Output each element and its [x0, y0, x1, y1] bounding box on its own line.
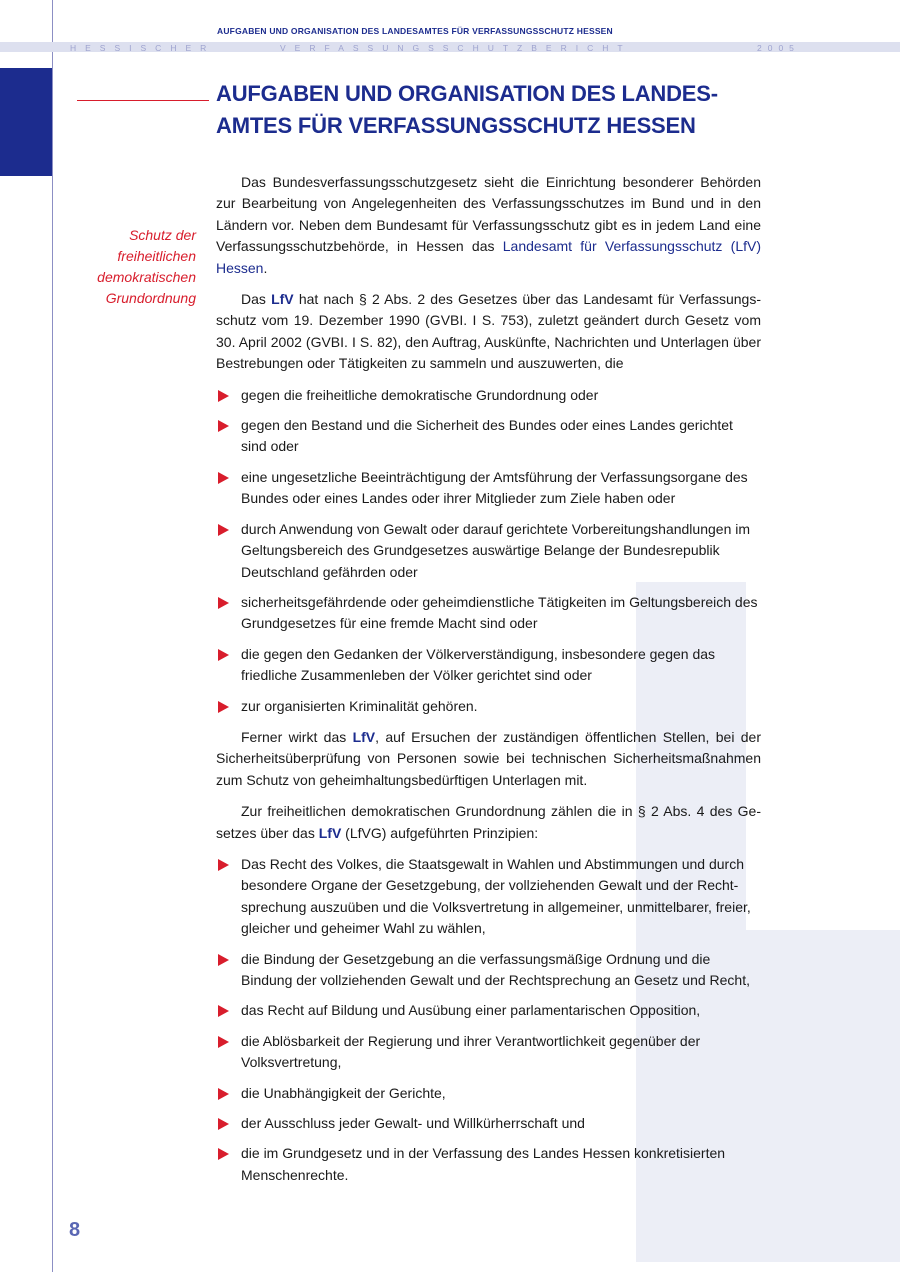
page-number: 8 — [69, 1219, 81, 1241]
arrow-bullet-icon — [218, 524, 229, 536]
list-item: das Recht auf Bildung und Ausübung einer parlamentarischen Opposition, — [216, 1000, 761, 1021]
principles-list — [216, 854, 761, 1186]
arrow-bullet-icon — [218, 1088, 229, 1100]
paragraph-3: Ferner wirkt das LfV, auf Ersuchen der zuständigen öffentlichen Stellen, bei der Sicherheitsüberprüfung von Personen sowie bei technischen Sicherheitsmaßnahmen zum Schutz von geheimhaltungsbedürftigen Unterlagen mit. — [216, 728, 761, 788]
paragraph-2: Das LfV hat nach § 2 Abs. 2 des Gesetzes über das Landesamt für Verfassungs-schutz vom 19. Dezember 1990 (GVBI. I S. 753), zuletzt geändert durch Gesetz vom 30. April 2002 (GVBI. I S. 82), den Auftrag, Auskünfte, Nachrichten und Unterlagen über Bestrebungen oder Tätigkeiten zu sammeln und auszuwerten, die — [216, 291, 761, 372]
list-item: die Bindung der Gesetzgebung an die verfassungsmäßige Ordnung und die Bindung der vollziehenden Gewalt und der Rechtsprechung an Gesetz und Recht, — [216, 949, 761, 992]
arrow-bullet-icon — [218, 1005, 229, 1017]
arrow-bullet-icon — [218, 420, 229, 432]
running-head: AUFGABEN UND ORGANISATION DES LANDESAMTES FÜR VERFASSUNGSSCHUTZ HESSEN — [217, 26, 613, 36]
arrow-bullet-icon — [218, 390, 229, 402]
arrow-bullet-icon — [218, 597, 229, 609]
arrow-bullet-icon — [218, 1036, 229, 1048]
arrow-bullet-icon — [218, 1148, 229, 1160]
list-item: Das Recht des Volkes, die Staatsgewalt in Wahlen und Abstimmungen und durch besondere Organe der Gesetzgebung, der vollziehenden Gewalt und der Recht-sprechung auszuüben und die Volksvertretung in allgemeiner, unmittelbarer, freier, gleicher und geheimer Wahl zu wählen, — [216, 854, 761, 940]
body-text — [216, 172, 761, 1196]
list-item: der Ausschluss jeder Gewalt- und Willkürherrschaft und — [216, 1113, 761, 1134]
list-item: die gegen den Gedanken der Völkerverständigung, insbesondere gegen das friedliche Zusammenleben der Völker gerichtet sind oder — [216, 644, 761, 687]
page-title — [216, 78, 776, 142]
title-rule — [77, 100, 209, 101]
list-item: gegen die freiheitliche demokratische Grundordnung oder — [216, 385, 761, 406]
list-item: sicherheitsgefährdende oder geheimdienstliche Tätigkeiten im Geltungsbereich des Grundgesetzes für eine fremde Macht sind oder — [216, 592, 761, 635]
arrow-bullet-icon — [218, 954, 229, 966]
lfv-highlight: Landesamt für Verfassungsschutz (LfV) Hessen — [216, 238, 762, 276]
title-line-2: AMTES FÜR VERFASSUNGSSCHUTZ HESSEN — [216, 113, 696, 138]
runner-word-2: VERFASSUNGSSCHUTZBERICHT — [280, 43, 632, 53]
list-item: eine ungesetzliche Beeinträchtigung der Amtsführung der Verfassungsorgane des Bundes oder eines Landes oder ihrer Mitglieder zum Ziele haben oder — [216, 467, 761, 510]
arrow-bullet-icon — [218, 472, 229, 484]
list-item: die im Grundgesetz und in der Verfassung des Landes Hessen konkretisierten Menschenrechte. — [216, 1143, 761, 1186]
arrow-bullet-icon — [218, 649, 229, 661]
list-item: die Ablösbarkeit der Regierung und ihrer Verantwortlichkeit gegenüber der Volksvertretung, — [216, 1031, 761, 1074]
left-margin-rule — [52, 0, 53, 1272]
list-item: gegen den Bestand und die Sicherheit des Bundes oder eines Landes gerichtet sind oder — [216, 415, 761, 458]
paragraph-1: Das Bundesverfassungsschutzgesetz sieht die Einrichtung besonderer Behörden zur Bearbeitung von Angelegenheiten des Verfassungsschutzes im Bund und in den Ländern vor. Neben dem Bundesamt für Verfassungsschutz gibt es in jedem Land eine Verfassungsschutzbehörde, in Hessen das Landesamt für Verfassungsschutz (LfV) Hessen. — [216, 174, 762, 276]
runner-word-1: HESSISCHER — [70, 43, 216, 53]
tasks-list — [216, 385, 761, 717]
list-item: durch Anwendung von Gewalt oder darauf gerichtete Vorbereitungshandlungen im Geltungsbereich des Grundgesetzes auswärtige Belange der Bundesrepublik Deutschland gefährden oder — [216, 519, 761, 583]
margin-note: Schutz der freiheitlichen demokratischen Grundordnung — [97, 227, 196, 306]
blue-corner-block — [0, 68, 52, 176]
arrow-bullet-icon — [218, 701, 229, 713]
arrow-bullet-icon — [218, 1118, 229, 1130]
arrow-bullet-icon — [218, 859, 229, 871]
list-item: die Unabhängigkeit der Gerichte, — [216, 1083, 761, 1104]
runner-year: 2005 — [757, 43, 800, 53]
list-item: zur organisierten Kriminalität gehören. — [216, 696, 761, 717]
title-line-1: AUFGABEN UND ORGANISATION DES LANDES- — [216, 81, 718, 106]
paragraph-4: Zur freiheitlichen demokratischen Grundordnung zählen die in § 2 Abs. 4 des Ge-setzes über das LfV (LfVG) aufgeführten Prinzipien: — [216, 803, 761, 841]
